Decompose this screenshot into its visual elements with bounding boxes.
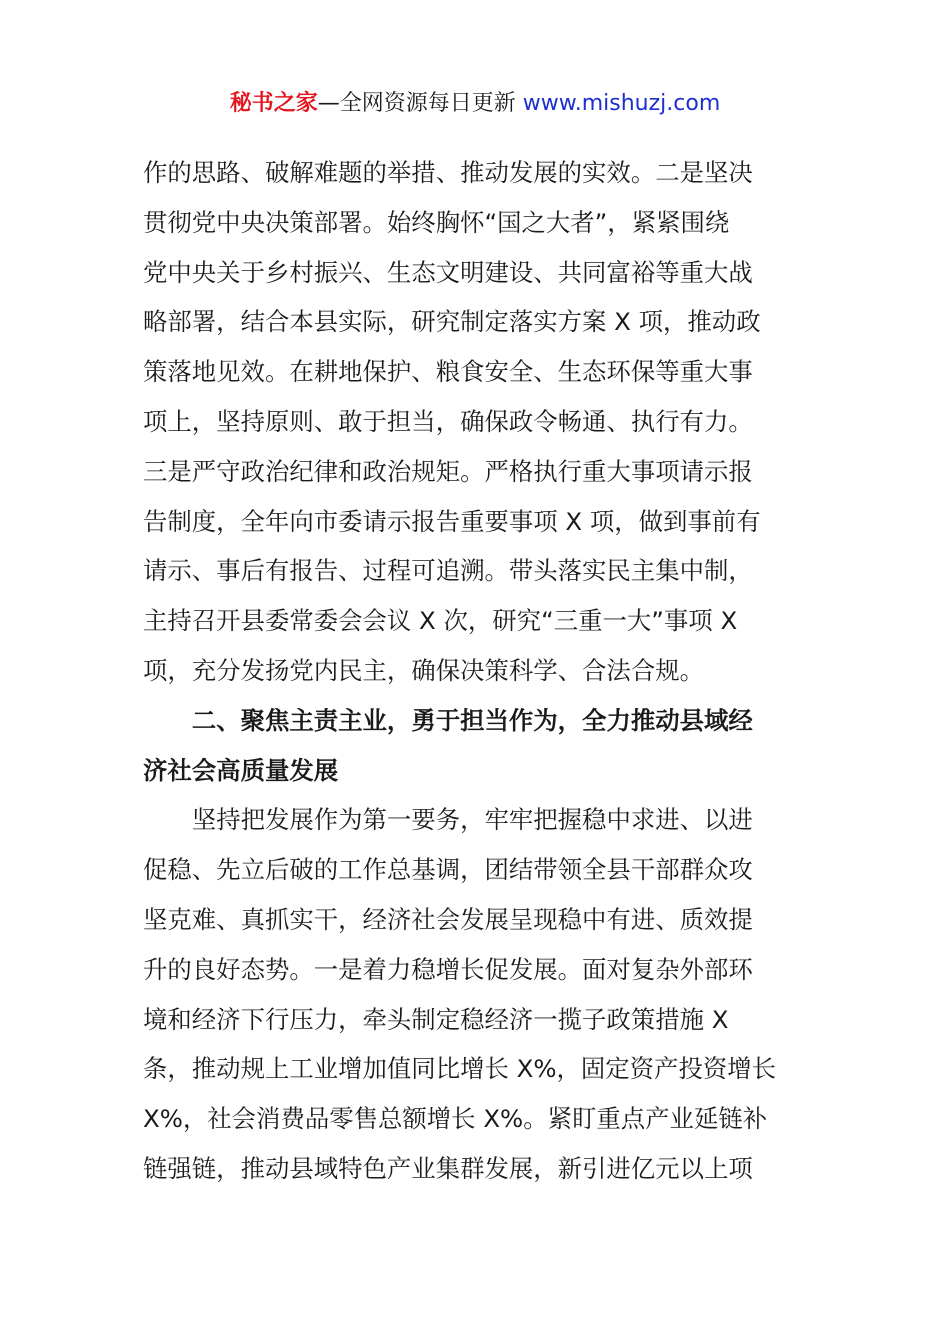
document-body [143, 148, 815, 1194]
body-text-line: 主持召开县委常委会会议 X 次，研究“三重一大”事项 X [143, 606, 738, 636]
body-text-line: 贯彻党中央决策部署。始终胸怀“国之大者”，紧紧围绕 [143, 207, 730, 237]
body-text-line: 促稳、先立后破的工作总基调，团结带领全县干部群众攻 [143, 855, 753, 885]
body-text-line: 项，充分发扬党内民主，确保决策科学、合法合规。 [143, 655, 704, 685]
body-text-line: 策落地见效。在耕地保护、粮食安全、生态环保等重大事 [143, 357, 753, 387]
body-text-line: 项上，坚持原则、敢于担当，确保政令畅通、执行有力。 [143, 406, 753, 436]
body-text-line: 升的良好态势。一是着力稳增长促发展。面对复杂外部环 [143, 954, 753, 984]
body-text-line: 略部署，结合本县实际，研究制定落实方案 X 项，推动政 [143, 307, 761, 337]
section-heading-line: 济社会高质量发展 [143, 755, 339, 785]
site-brand: 秘书之家 [229, 91, 318, 116]
body-text-line: 告制度，全年向市委请示报告重要事项 X 项，做到事前有 [143, 506, 761, 536]
section-heading-line: 二、聚焦主责主业，勇于担当作为，全力推动县域经 [191, 705, 753, 735]
body-text-line: 条，推动规上工业增加值同比增长 X%，固定资产投资增长 [143, 1054, 777, 1084]
body-text-line: X%，社会消费品零售总额增长 X%。紧盯重点产业延链补 [143, 1104, 768, 1134]
site-url-link[interactable]: www.mishuzj.com [522, 91, 721, 116]
body-text-line: 党中央关于乡村振兴、生态文明建设、共同富裕等重大战 [143, 257, 753, 287]
body-text-line: 链强链，推动县域特色产业集群发展，新引进亿元以上项 [143, 1153, 753, 1183]
body-text-line: 请示、事后有报告、过程可追溯。带头落实民主集中制， [143, 556, 753, 586]
site-header [0, 88, 950, 120]
site-tagline: —全网资源每日更新 [317, 91, 523, 116]
body-text-line: 坚克难、真抓实干，经济社会发展呈现稳中有进、质效提 [143, 904, 753, 934]
body-text-line: 坚持把发展作为第一要务，牢牢把握稳中求进、以进 [191, 805, 753, 835]
body-text-line: 三是严守政治纪律和政治规矩。严格执行重大事项请示报 [143, 456, 753, 486]
body-text-line: 作的思路、破解难题的举措、推动发展的实效。二是坚决 [143, 158, 753, 187]
body-text-line: 境和经济下行压力，牵头制定稳经济一揽子政策措施 X [143, 1004, 729, 1034]
